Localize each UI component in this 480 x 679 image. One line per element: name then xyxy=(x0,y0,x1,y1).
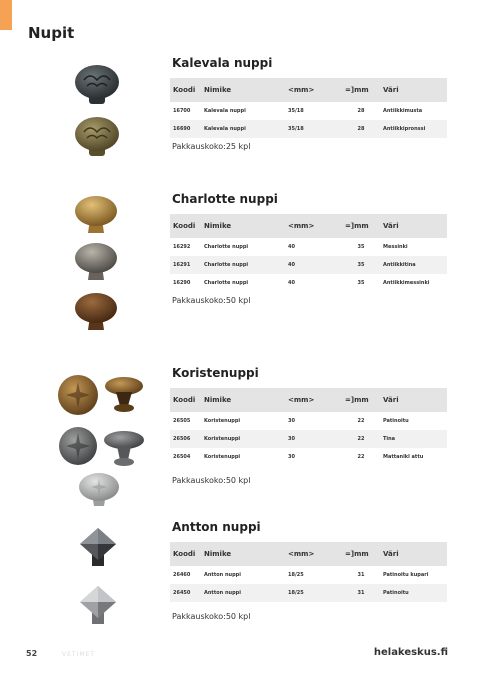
cell-color: Patinoitu xyxy=(380,584,447,602)
antton-knob-patina-image xyxy=(74,580,122,628)
pack-size: Pakkauskoko:50 kpl xyxy=(172,476,251,485)
cell-height: 31 xyxy=(342,584,380,602)
cell-name: Antton nuppi xyxy=(204,572,241,578)
pack-size: Pakkauskoko:50 kpl xyxy=(172,296,251,305)
cell-height: 28 xyxy=(357,108,365,114)
table-row xyxy=(170,448,447,466)
cell-code: 26450 xyxy=(170,584,201,602)
table-row xyxy=(170,412,447,430)
cell-name: Koristenuppi xyxy=(201,430,285,448)
cell-size: 35/18 xyxy=(288,108,304,114)
table-row xyxy=(170,238,447,256)
table-header-row xyxy=(170,542,447,566)
footer-site-link[interactable]: helakeskus.fi xyxy=(373,647,448,658)
cell-size: 30 xyxy=(285,430,342,448)
accent-bar xyxy=(0,0,12,30)
table-row xyxy=(170,584,447,602)
col-height: =]mm xyxy=(342,542,380,566)
table-row xyxy=(170,102,447,120)
section-charlotte xyxy=(170,192,447,305)
product-table xyxy=(170,214,447,292)
charlotte-knob-pewter-image xyxy=(72,240,120,284)
section-kalevala xyxy=(170,56,447,151)
col-code: Koodi xyxy=(170,542,201,566)
cell-color: Antiikkimessinki xyxy=(383,280,430,286)
kalevala-knob-bronze-image xyxy=(72,112,122,162)
cell-color: Patinoitu xyxy=(383,418,409,424)
cell-name: Antton nuppi xyxy=(201,584,285,602)
col-size: <mm> xyxy=(285,214,342,238)
cell-code: 16292 xyxy=(173,244,191,250)
page-number: 52 xyxy=(26,649,38,658)
cell-height: 28 xyxy=(342,120,380,138)
section-title: Kalevala nuppi xyxy=(172,56,273,70)
cell-color: Messinki xyxy=(383,244,408,250)
col-name: Nimike xyxy=(201,78,285,102)
table-header-row xyxy=(170,214,447,238)
section-antton xyxy=(170,520,447,621)
cell-name: Charlotte nuppi xyxy=(201,256,285,274)
col-height: =]mm xyxy=(342,214,380,238)
product-table xyxy=(170,388,447,466)
cell-height: 35 xyxy=(342,256,380,274)
col-size: <mm> xyxy=(285,388,342,412)
col-height: =]mm xyxy=(342,388,380,412)
table-row xyxy=(170,566,447,584)
charlotte-knob-brass-image xyxy=(72,193,120,237)
table-row xyxy=(170,274,447,292)
koristenuppi-knob-patina-image xyxy=(56,372,146,418)
pack-size: Pakkauskoko:50 kpl xyxy=(172,612,251,621)
pack-size: Pakkauskoko:25 kpl xyxy=(172,142,251,151)
cell-size: 40 xyxy=(288,280,295,286)
cell-color: Antiikkimusta xyxy=(383,108,423,114)
cell-size: 40 xyxy=(285,256,342,274)
col-name: Nimike xyxy=(201,214,285,238)
cell-code: 26460 xyxy=(173,572,191,578)
cell-size: 18/25 xyxy=(288,572,304,578)
col-code: Koodi xyxy=(170,214,201,238)
col-color: Väri xyxy=(380,388,447,412)
cell-size: 30 xyxy=(288,418,295,424)
charlotte-knob-antique-brass-image xyxy=(72,290,120,334)
cell-height: 22 xyxy=(342,430,380,448)
cell-color: Antiikkitina xyxy=(380,256,447,274)
cell-height: 35 xyxy=(357,280,365,286)
cell-code: 16700 xyxy=(173,108,191,114)
cell-name: Charlotte nuppi xyxy=(204,280,249,286)
cell-size: 35/18 xyxy=(285,120,342,138)
section-title: Antton nuppi xyxy=(172,520,261,534)
cell-code: 26506 xyxy=(170,430,201,448)
cell-code: 26504 xyxy=(173,454,191,460)
cell-color: Patinoitu kupari xyxy=(383,572,429,578)
cell-code: 16291 xyxy=(170,256,201,274)
cell-color: Antiikkipronssi xyxy=(380,120,447,138)
table-header-row xyxy=(170,388,447,412)
table-row xyxy=(170,256,447,274)
col-code: Koodi xyxy=(170,388,201,412)
antton-knob-copper-image xyxy=(74,522,122,570)
col-color: Väri xyxy=(380,78,447,102)
product-table xyxy=(170,78,447,138)
col-color: Väri xyxy=(380,542,447,566)
cell-code: 16290 xyxy=(173,280,191,286)
cell-name: Kalevala nuppi xyxy=(201,120,285,138)
cell-height: 22 xyxy=(357,418,365,424)
section-title: Koristenuppi xyxy=(172,366,259,380)
koristenuppi-knob-tin-image xyxy=(56,424,146,470)
col-color: Väri xyxy=(380,214,447,238)
col-size: <mm> xyxy=(285,542,342,566)
section-koristenuppi xyxy=(170,366,447,485)
cell-color: Tina xyxy=(380,430,447,448)
col-code: Koodi xyxy=(170,78,201,102)
col-name: Nimike xyxy=(201,388,285,412)
cell-size: 30 xyxy=(288,454,295,460)
cell-color: Mattanikl attu xyxy=(383,454,424,460)
col-size: <mm> xyxy=(285,78,342,102)
cell-size: 40 xyxy=(288,244,295,250)
col-name: Nimike xyxy=(201,542,285,566)
cell-height: 31 xyxy=(357,572,365,578)
table-header-row xyxy=(170,78,447,102)
kalevala-knob-black-image xyxy=(72,60,122,110)
koristenuppi-knob-matte-nickel-image xyxy=(76,470,122,510)
section-title: Charlotte nuppi xyxy=(172,192,278,206)
page-title: Nupit xyxy=(28,24,75,42)
cell-name: Kalevala nuppi xyxy=(204,108,246,114)
cell-code: 16690 xyxy=(170,120,201,138)
cell-height: 22 xyxy=(357,454,365,460)
col-height: =]mm xyxy=(342,78,380,102)
cell-name: Charlotte nuppi xyxy=(204,244,249,250)
cell-name: Koristenuppi xyxy=(204,454,241,460)
table-row xyxy=(170,430,447,448)
footer-category-text: VETIMET xyxy=(62,651,95,658)
table-row xyxy=(170,120,447,138)
cell-name: Koristenuppi xyxy=(204,418,241,424)
product-table xyxy=(170,542,447,602)
cell-size: 18/25 xyxy=(285,584,342,602)
cell-height: 35 xyxy=(357,244,365,250)
cell-code: 26505 xyxy=(173,418,191,424)
